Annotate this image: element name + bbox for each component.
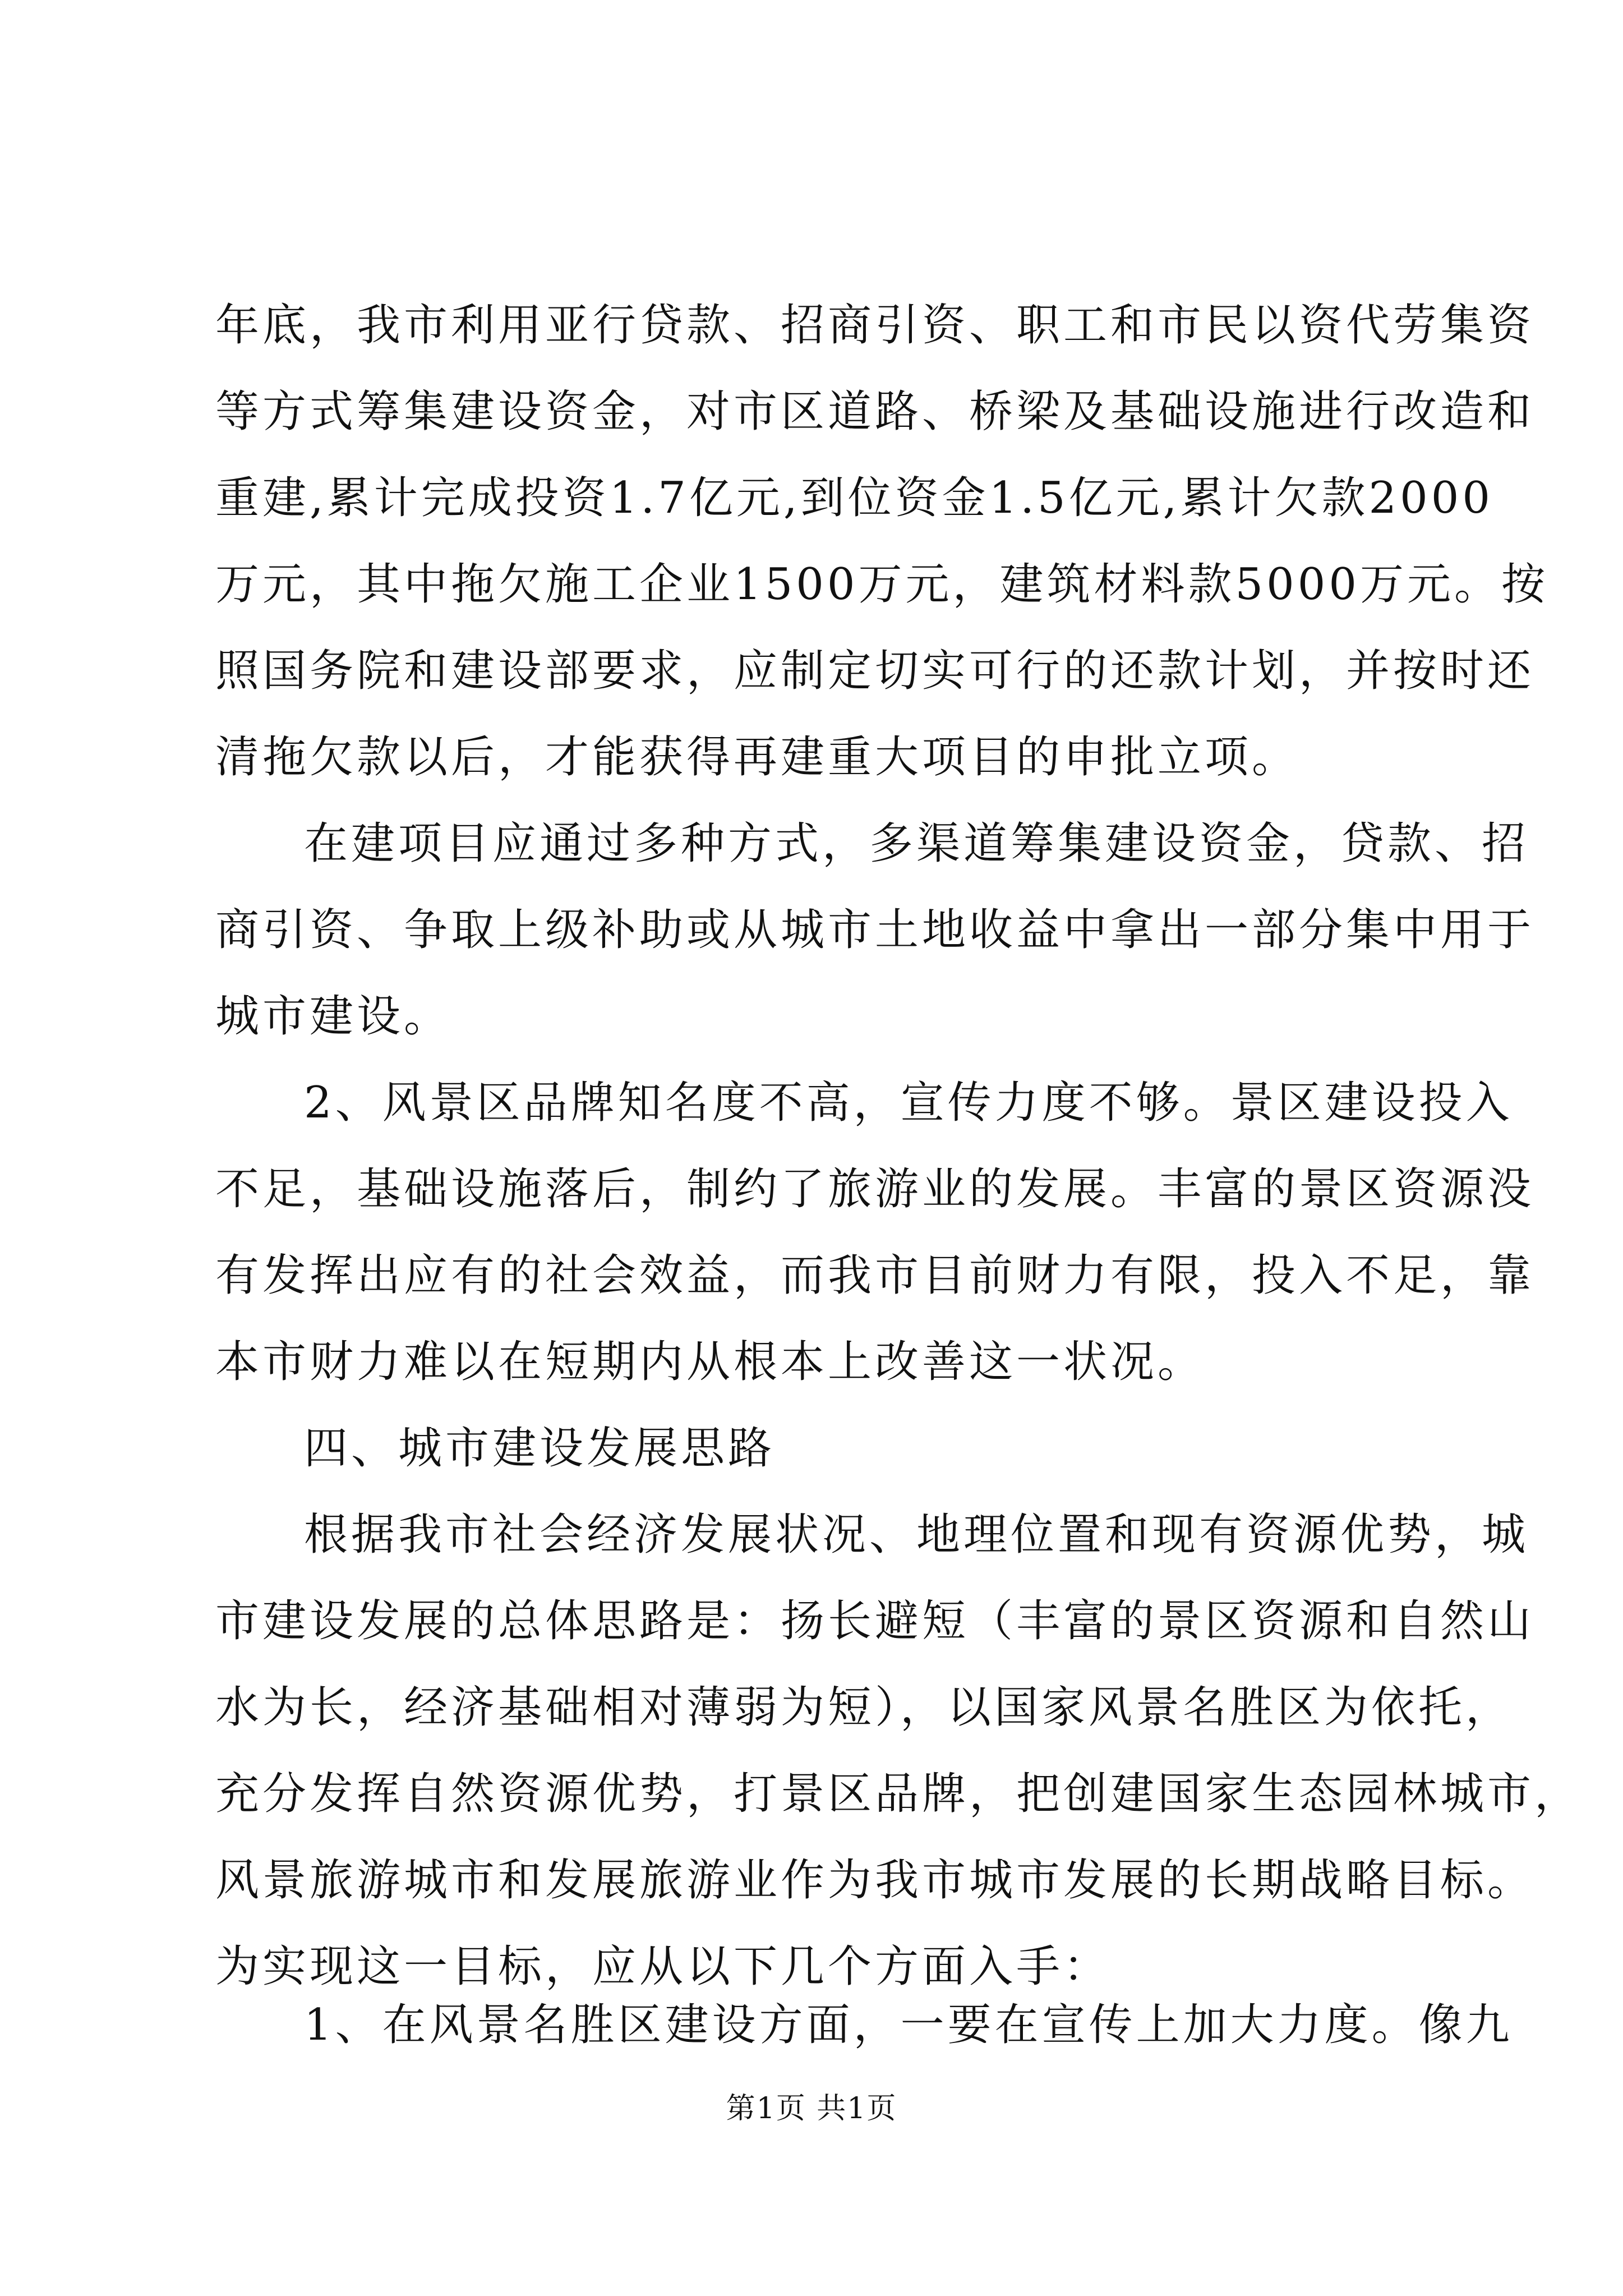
text-line-11: 不足，基础设施落后，制约了旅游业的发展。丰富的景区资源没 bbox=[215, 1164, 1535, 1214]
page-footer: 第1页 共1页 bbox=[726, 2092, 897, 2125]
paragraph-start-line-7: 在建项目应通过多种方式，多渠道筹集建设资金，贷款、招 bbox=[304, 818, 1529, 869]
text-line-4: 万元，其中拖欠施工企业1500万元，建筑材料款5000万元。按 bbox=[215, 559, 1549, 610]
text-line-13: 本市财力难以在短期内从根本上改善这一状况。 bbox=[215, 1337, 1205, 1387]
text-line-16: 市建设发展的总体思路是：扬长避短（丰富的景区资源和自然山 bbox=[215, 1596, 1535, 1646]
text-line-9: 城市建设。 bbox=[215, 991, 451, 1042]
text-line-12: 有发挥出应有的社会效益，而我市目前财力有限，投入不足，靠 bbox=[215, 1250, 1535, 1301]
text-line-2: 等方式筹集建设资金，对市区道路、桥梁及基础设施进行改造和 bbox=[215, 386, 1535, 437]
text-line-3: 重建,累计完成投资1.7亿元,到位资金1.5亿元,累计欠款2000 bbox=[215, 473, 1493, 523]
text-line-20: 为实现这一目标，应从以下几个方面入手： bbox=[215, 1941, 1111, 1992]
paragraph-start-line-15: 根据我市社会经济发展状况、地理位置和现有资源优势，城 bbox=[304, 1510, 1529, 1560]
text-line-1: 年底，我市利用亚行贷款、招商引资、职工和市民以资代劳集资 bbox=[215, 300, 1535, 351]
section-heading: 四、城市建设发展思路 bbox=[304, 1423, 776, 1474]
text-line-5: 照国务院和建设部要求，应制定切实可行的还款计划，并按时还 bbox=[215, 646, 1535, 696]
text-line-18: 充分发挥自然资源优势，打景区品牌，把创建国家生态园林城市， bbox=[215, 1769, 1582, 1819]
text-line-8: 商引资、争取上级补助或从城市土地收益中拿出一部分集中用于 bbox=[215, 905, 1535, 955]
paragraph-start-line-10: 2、风景区品牌知名度不高，宣传力度不够。景区建设投入 bbox=[304, 1078, 1513, 1128]
text-line-6: 清拖欠款以后，才能获得再建重大项目的申批立项。 bbox=[215, 732, 1299, 783]
text-line-17: 水为长，经济基础相对薄弱为短），以国家风景名胜区为依托， bbox=[215, 1682, 1513, 1733]
text-line-19: 风景旅游城市和发展旅游业作为我市城市发展的长期战略目标。 bbox=[215, 1855, 1535, 1906]
paragraph-start-line-21: 1、在风景名胜区建设方面，一要在宣传上加大力度。像九 bbox=[304, 2000, 1513, 2050]
